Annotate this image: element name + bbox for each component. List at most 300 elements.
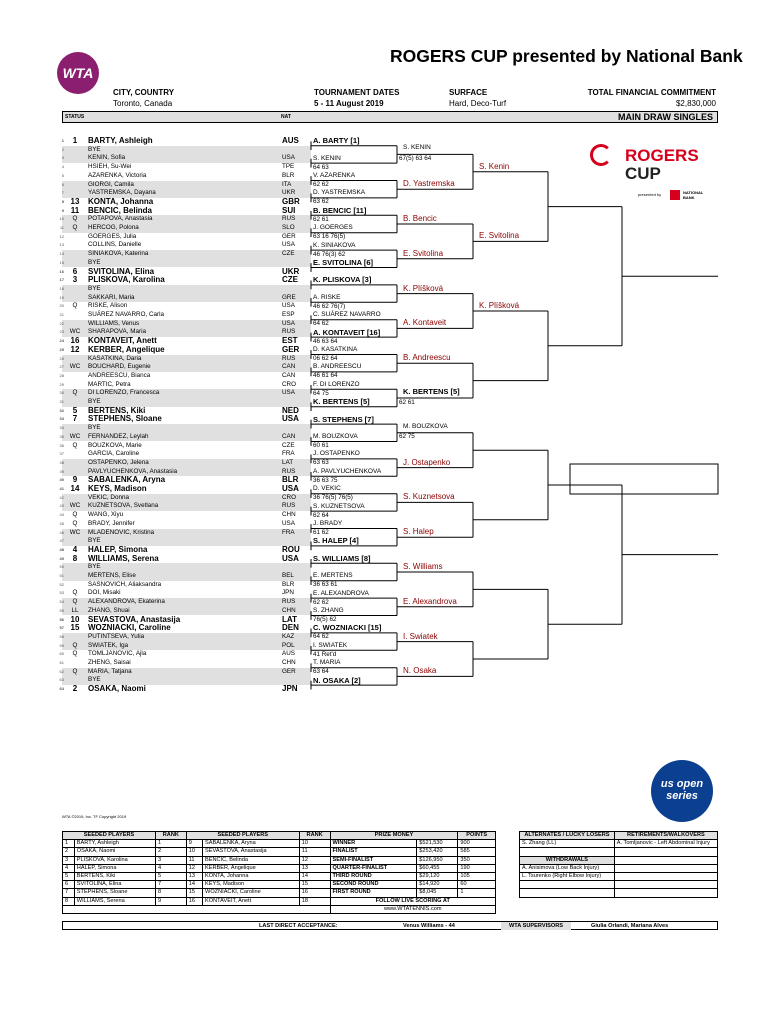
round2-winner: D. KASATKINA [313,346,358,353]
nationality: FRA [282,450,295,458]
round2-score: 63 63 [313,459,329,467]
nationality: RUS [282,598,296,606]
round2-score: 63 16 76(5) [313,233,346,241]
seed-rank: 18 [299,897,330,905]
withdrawal-2: L. Tsurenko (Right Elbow Injury) [520,873,615,881]
status-cell: Q [72,589,78,597]
draw-line-number: 31 [59,399,64,404]
quarterfinal-winner: K. Plíšková [479,301,520,310]
player-name: KUZNETSOVA, Svetlana [88,502,159,510]
prize-round: FIRST ROUND [330,889,417,897]
player-name: SEVASTOVA, Anastasija [88,614,181,624]
status-cell: 11 [70,205,80,215]
prize-amount: $29,120 [417,873,458,881]
seed-rank: 15 [299,881,330,889]
draw-line-number: 55 [59,607,64,613]
player-name: MARTIC, Petra [88,380,131,388]
status-cell: WC [69,502,81,510]
draw-line-number: 45 [59,520,64,526]
status-cell: Q [72,302,78,310]
nationality: ROU [282,544,300,554]
player-name: BOUCHARD, Eugenie [88,363,151,371]
player-name: COLLINS, Danielle [88,241,142,249]
player-name: GIORGI, Camila [88,180,134,188]
seed-number: 7 [63,889,75,897]
draw-line-number: 8 [61,198,64,204]
round2-winner: T. MARIA [313,659,341,667]
rogers-cup-logo [588,142,718,204]
nationality: USA [282,484,299,493]
player-name: BYE [88,676,101,684]
nationality: CAN [282,432,296,440]
nationality: NED [282,405,299,415]
draw-line-number: 28 [59,372,64,378]
draw-line-number: 37 [59,451,64,457]
quarterfinal-winner: S. Kenin [479,161,510,171]
player-name: DI LORENZO, Francesca [88,389,160,397]
player-name: PUTINTSEVA, Yulia [88,632,145,640]
seed-number: 1 [63,840,75,848]
lda-label: LAST DIRECT ACCEPTANCE: [259,923,338,929]
status-cell: 15 [70,623,80,633]
player-name: YASTREMSKA, Dayana [88,189,156,197]
nationality: RUS [282,467,296,475]
draw-line-number: 38 [59,459,64,465]
nationality: ITA [282,180,292,188]
round2-winner: C. SUÁREZ NAVARRO [313,311,381,319]
round2-score: 62 64 [313,511,329,519]
round3-score: 62 61 [399,398,415,406]
nationality: RUS [282,215,296,223]
draw-line-number: 18 [59,285,64,291]
nationality: GER [282,344,300,354]
draw-line-number: 17 [59,277,64,283]
nationality: CHN [282,659,296,666]
round3-winner: S. Kuznetsova [403,492,455,502]
player-name: BRADY, Jennifer [88,519,135,527]
prize-amount: $126,950 [417,856,458,864]
draw-line-number: 6 [61,181,64,187]
draw-line-number: 64 [59,686,64,692]
champion-box [570,464,718,494]
nationality: LAT [282,614,297,624]
nationality: FRA [282,528,295,536]
draw-title: MAIN DRAW SINGLES [617,112,713,122]
status-cell: Q [72,641,78,649]
draw-line-number: 23 [59,329,64,335]
round2-winner: J. BRADY [313,520,343,527]
player-name: HALEP, Simona [88,544,148,554]
round2-score: 62 61 [313,215,329,223]
draw-line-number: 51 [59,573,64,578]
player-name: ZHANG, Shuai [88,606,130,614]
nationality: BEL [282,572,294,579]
nationality: CAN [282,363,296,371]
round2-winner: S. ZHANG [313,607,344,614]
draw-line-number: 48 [59,546,64,552]
surface: Hard, Deco-Turf [449,99,507,108]
points-header: POINTS [458,832,496,840]
seed-number: 9 [186,840,202,848]
sponsor-presented: presented by [638,192,662,197]
seed-rank: 1 [155,840,186,848]
round2-winner: F. DI LORENZO [313,380,360,388]
player-name: RISKE, Alison [88,302,128,310]
status-cell: WC [69,328,81,336]
seeds-header: SEEDED PLAYERS [63,832,156,840]
seed-rank: 5 [155,873,186,881]
player-name: GOERGES, Julia [88,232,137,240]
round3-winner: N. Osaka [403,666,437,676]
draw-line-number: 33 [59,416,64,422]
nationality: RUS [282,354,296,362]
status-cell: Q [72,215,78,223]
round3-winner: E. Alexandrova [403,596,457,606]
seed-number: 10 [186,848,202,856]
round2-winner: B. ANDREESCU [313,363,362,371]
player-name: STEPHENS, Sloane [88,414,162,424]
player-name: BYE [88,537,101,545]
seed-rank: 16 [299,889,330,897]
nationality: KAZ [282,632,295,640]
nationality: CAN [282,371,296,379]
nationality: USA [282,553,299,563]
draw-line-number: 56 [59,616,64,622]
round2-score: 46 61 64 [313,372,338,380]
player-name: PAVLYUCHENKOVA, Anastasia [88,467,178,475]
draw-line-number: 50 [59,564,64,570]
nationality: CZE [282,250,295,258]
draw-line-number: 32 [59,407,64,413]
draw-line-number: 49 [59,555,64,561]
round2-score: 64 63 [313,163,329,171]
draw-line-number: 35 [59,433,64,439]
player-name: PLISKOVA, Karolina [88,275,165,285]
draw-line-number: 13 [59,242,64,248]
city: Toronto, Canada [113,99,173,108]
player-name: BYE [88,424,101,432]
player-name: MERTENS, Elise [88,572,136,579]
prize-round: QUARTER-FINALIST [330,864,417,872]
prize-points: 350 [458,856,496,864]
usopen-line1: us open [660,778,704,790]
player-name: BYE [88,398,101,405]
nationality: TPE [282,163,295,171]
player-name: ANDREESCU, Bianca [88,371,151,379]
draw-line-number: 22 [59,320,64,326]
player-name: BARTY, Ashleigh [88,136,153,145]
draw-line-number: 39 [59,468,64,474]
round2-score: 60 61 [313,442,329,449]
seed-player: WOZNIACKI, Caroline [203,889,300,897]
round3-winner: S. Williams [403,562,443,571]
status-cell: Q [72,389,78,397]
player-name: SABALENKA, Aryna [88,475,166,485]
round2-winner: S. HALEP [4] [313,536,359,546]
seed-player: SABALENKA, Aryna [203,840,300,848]
player-name: SWIATEK, Iga [88,641,129,649]
player-name: DOI, Misaki [88,589,121,597]
round2-winner: I. SWIATEK [313,641,348,649]
seed-player: KERBER, Angelique [203,864,300,872]
prize-round: SECOND ROUND [330,881,417,889]
round2-score: 76(5) 62 [313,616,337,623]
round2-score: 63 62 [313,198,329,206]
seed-rank: 7 [155,881,186,889]
draw-line-number: 62 [59,668,64,674]
round3-winner: B. Andreescu [403,353,451,363]
alternates-table [519,831,718,898]
round3-winner: S. Halep [403,527,434,537]
bank-icon [670,190,680,200]
seed-rank: 13 [299,864,330,872]
player-name: BYE [88,258,101,266]
player-name: WOZNIACKI, Caroline [88,623,171,633]
status-cell: Q [72,224,78,231]
draw-line-number: 11 [59,225,64,230]
nationality: ESP [282,311,295,318]
draw-line-number: 36 [59,442,64,448]
nationality: RUS [282,502,296,510]
nationality: USA [282,519,295,527]
draw-line-number: 59 [59,642,64,648]
nationality: CHN [282,606,296,614]
status-cell: 8 [72,553,78,563]
seed-number: 13 [186,873,202,881]
player-name: MLADENOVIC, Kristina [88,528,155,536]
seed-number: 4 [63,864,75,872]
status-cell: 5 [72,405,78,415]
player-name: KENIN, Sofia [88,154,126,162]
player-name: POTAPOVA, Anastasia [88,215,153,223]
player-name: SASNOVICH, Aliaksandra [88,580,162,588]
round2-winner: D. VEKIC [313,485,341,493]
round2-winner: B. BENCIC [11] [313,205,367,215]
draw-line-number: 61 [59,660,64,665]
page-title: ROGERS CUP presented by National Bank [390,46,743,66]
round2-winner: E. SVITOLINA [6] [313,258,374,267]
player-name: SINIAKOVA, Katerina [88,250,149,258]
draw-line-number: 19 [59,294,64,300]
nationality: USA [282,241,295,249]
round3-score: 62 75 [399,433,415,441]
nationality: POL [282,641,295,649]
round2-winner: E. MERTENS [313,572,353,580]
nationality: CRO [282,380,296,388]
player-name: VEKIC, Donna [88,493,129,501]
retirements-header: RETIREMENTS/WALKOVERS [614,832,717,840]
player-name: BOUZKOVA, Marie [88,441,142,449]
nationality: LAT [282,458,294,466]
seeded-players-table [62,831,496,914]
wta-logo: WTA [57,52,99,94]
status-cell: 1 [72,136,78,145]
supervisors-label: WTA SUPERVISORS [501,922,571,930]
round2-score: 64 62 [313,633,329,641]
prize-amount: $521,530 [417,840,458,848]
seed-player: SVITOLINA, Elina [74,881,155,889]
round2-winner: K. PLISKOVA [3] [313,275,372,285]
draw-line-number: 26 [59,355,64,361]
draw-line-number: 9 [61,207,64,213]
status-cell: 7 [72,414,78,424]
nationality: USA [282,414,299,424]
round3-winner: K. Plíšková [403,283,444,293]
prize-round: SEMI-FINALIST [330,856,417,864]
status-cell: 3 [72,275,78,285]
nationality: SUI [282,205,296,215]
round2-score: 36 63 75 [313,476,338,484]
player-name: SUÁREZ NAVARRO, Carla [88,311,165,318]
seed-rank: 9 [155,897,186,905]
draw-line-number: 24 [59,338,64,344]
player-name: ALEXANDROVA, Ekaterina [88,598,165,606]
nationality: CZE [282,441,295,449]
round3-winner: A. Kontaveit [403,318,447,328]
dates-label: TOURNAMENT DATES [314,88,400,97]
seeds-header-2: SEEDED PLAYERS [186,832,299,840]
supervisors-value: Giulia Orlandi, Mariana Alves [591,923,669,929]
usopen-line2: series [666,790,698,802]
player-name: KONTAVEIT, Anett [88,336,157,346]
player-name: ZHENG, Saisai [88,659,131,666]
nationality: USA [282,154,295,162]
player-name: FERNANDEZ, Leylah [88,432,149,440]
round3-winner: I. Swiatek [403,631,438,641]
surface-label: SURFACE [449,88,488,97]
round2-winner: S. STEPHENS [7] [313,414,374,424]
draw-line-number: 1 [61,138,64,143]
draw-line-number: 63 [59,677,64,683]
city-label: CITY, COUNTRY [113,88,175,97]
draw-line-number: 20 [59,303,64,309]
draw-line-number: 4 [61,164,64,170]
status-cell: Q [72,441,78,449]
withdrawals-header: WITHDRAWALS [520,856,615,864]
prize-amount: $8,045 [417,889,458,897]
prize-amount: $60,455 [417,864,458,872]
draw-line-number: 57 [59,625,64,631]
player-name: BYE [88,284,101,292]
status-cell: Q [72,511,78,519]
status-cell: 6 [72,266,78,276]
player-name: OSTAPENKO, Jelena [88,458,149,466]
draw-line-number: 5 [61,172,64,178]
seed-player: BERTENS, Kiki [74,873,155,881]
round2-winner: E. ALEXANDROVA [313,589,369,597]
round2-score: 61 62 [313,529,329,536]
nationality: AUS [282,136,299,145]
acceptance-bar [62,921,718,930]
round3-winner: K. BERTENS [5] [403,387,460,396]
round2-winner: N. OSAKA [2] [313,675,361,685]
draw-line-number: 43 [59,503,64,509]
seed-player: OSAKA, Naomi [74,848,155,856]
round3-winner: M. BOUZKOVA [403,422,448,430]
nationality: AUS [282,650,295,658]
seed-rank: 4 [155,864,186,872]
seed-player: KONTAVEIT, Anett [203,897,300,905]
round3-winner: B. Bencic [403,214,437,223]
seed-rank: 12 [299,856,330,864]
round2-winner: J. GOERGES [313,224,353,232]
status-cell: LL [71,606,79,614]
nationality: BLR [282,475,299,485]
player-name: SVITOLINA, Elina [88,266,155,276]
prize-round: THIRD ROUND [330,873,417,881]
website-link[interactable]: www.WTATENNIS.com [330,905,496,913]
player-name: HSIEH, Su-Wei [88,163,132,171]
seed-player: SEVASTOVA, Anastasija [203,848,300,856]
copyright: WTA ©2019, Inc. TF Copyright 2019 [62,814,127,819]
seed-number: 6 [63,881,75,889]
round2-winner: A. BARTY [1] [313,136,360,146]
withdrawal-1: A. Anisimova (Low Back Injury) [520,864,615,872]
nationality: GRE [282,293,296,301]
nationality: JPN [282,589,294,597]
round2-winner: C. WOZNIACKI [15] [313,623,382,633]
nationality: USA [282,319,295,327]
player-name: GARCIA, Caroline [88,450,140,458]
round3-winner: E. Svitolina [403,248,444,258]
quarterfinal-winner: E. Svitolina [479,231,520,241]
alternates-header: ALTERNATES / LUCKY LOSERS [520,832,615,840]
sponsor-line2: CUP [625,164,661,183]
player-name: KASATKINA, Daria [88,354,142,362]
status-cell: 2 [72,684,78,694]
draw-line-number: 34 [59,425,64,431]
draw-line-number: 10 [59,216,64,222]
round2-winner: A. KONTAVEIT [16] [313,327,381,337]
player-name: KONTA, Johanna [88,196,154,206]
round3-winner: D. Yastremska [403,179,455,189]
status-cell: 4 [72,544,78,554]
player-name: WANG, Xiyu [88,511,124,519]
status-cell: 9 [72,475,78,485]
seed-rank: 11 [299,848,330,856]
prize-points: 60 [458,881,496,889]
nationality: UKR [282,266,300,276]
round2-winner: M. BOUZKOVA [313,433,358,440]
status-cell: Q [72,667,78,675]
round2-score: 62 62 [313,598,329,606]
draw-line-number: 27 [59,364,64,370]
follow-live-label: FOLLOW LIVE SCORING AT [330,897,496,905]
draw-line-number: 7 [61,190,64,196]
seed-number: 14 [186,881,202,889]
dates: 5 - 11 August 2019 [314,99,384,108]
player-name: BYE [88,145,101,153]
seed-number: 3 [63,856,75,864]
player-name: BERTENS, Kiki [88,405,146,415]
seed-player: HALEP, Simona [74,864,155,872]
lda-value: Venus Williams - 44 [403,923,455,929]
seed-player: BARTY, Ashleigh [74,840,155,848]
nationality: SLO [282,224,295,231]
round2-winner: D. YASTREMSKA [313,189,366,197]
nationality: EST [282,336,298,346]
round2-winner: S. WILLIAMS [8] [313,553,371,563]
status-cell: Q [72,519,78,527]
round2-score: 64 75 [313,389,329,397]
seed-number: 12 [186,864,202,872]
nationality: USA [282,302,295,310]
draw-line-number: 44 [59,512,64,518]
round2-winner: S. KUZNETSOVA [313,502,365,510]
draw-line-number: 29 [59,381,64,387]
prize-points: 900 [458,840,496,848]
nationality: USA [282,389,295,397]
